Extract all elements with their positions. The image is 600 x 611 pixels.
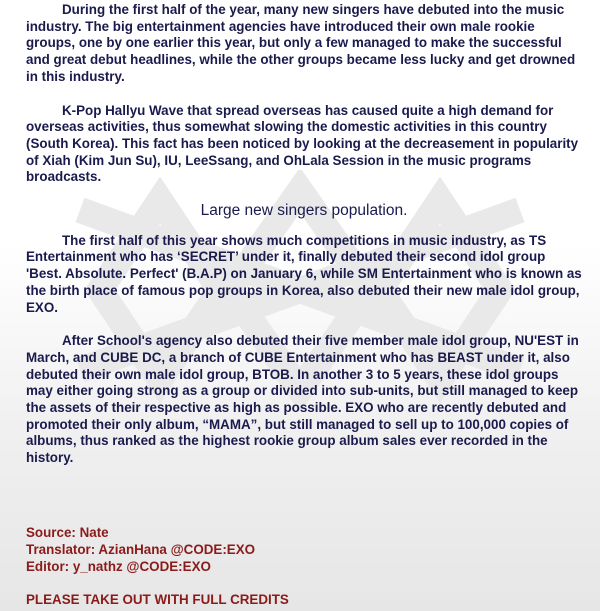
paragraph-competition	[26, 233, 582, 317]
article-body	[26, 2, 582, 484]
credits-block	[26, 524, 255, 575]
paragraph-agencies-text: After School's agency also debuted their five member male idol group, NU'EST in March, and CUBE DC, a branch of CUBE Entertainment who has BEAST under it, also debuted their own male idol group, BTOB. In another 3 to 5 years, these idol groups may either going strong as a group or divided into sub-units, but still managed to keep the assets of their respective as high as possible. EXO who are recently debuted and promoted their only album, “MAMA”, but still managed to sell up to 100,000 copies of albums, thus ranked as the highest rookie group album sales ever recorded in the history.	[26, 333, 579, 466]
credit-source: Source: Nate	[26, 525, 109, 540]
credit-editor: Editor: y_nathz @CODE:EXO	[26, 559, 211, 574]
paragraph-competition-text: The first half of this year shows much competitions in music industry, as TS Entertainment who has ‘SECRET’ under it, finally debuted their second idol group 'Best. Absolute. Perfect' (B.A.P) on January 6, while SM Entertainment who is known as the birth place of famous pop groups in Korea, also debuted their new male idol group, EXO.	[26, 232, 582, 315]
section-heading: Large new singers population.	[200, 202, 408, 220]
credit-translator: Translator: AzianHana @CODE:EXO	[26, 542, 256, 557]
paragraph-hallyu	[26, 103, 582, 187]
full-credits-notice: PLEASE TAKE OUT WITH FULL CREDITS	[26, 592, 289, 607]
paragraph-agencies	[26, 333, 582, 467]
paragraph-hallyu-text: K-Pop Hallyu Wave that spread overseas has caused quite a high demand for overseas activities, thus somewhat slowing the domestic activities in this country (South Korea). This fact has been noticed by looking at the decreasement in popularity of Xiah (Kim Jun Su), IU, LeeSsang, and OhLala Session in the music programs broadcasts.	[26, 102, 579, 185]
paragraph-intro-text: During the first half of the year, many new singers have debuted into the music industry. The big entertainment agencies have introduced their own male rookie groups, one by one earlier this year, but only a few managed to make the successful and great debut headlines, while the other groups became less lucky and get drowned in this industry.	[26, 2, 576, 84]
paragraph-intro	[26, 2, 582, 86]
